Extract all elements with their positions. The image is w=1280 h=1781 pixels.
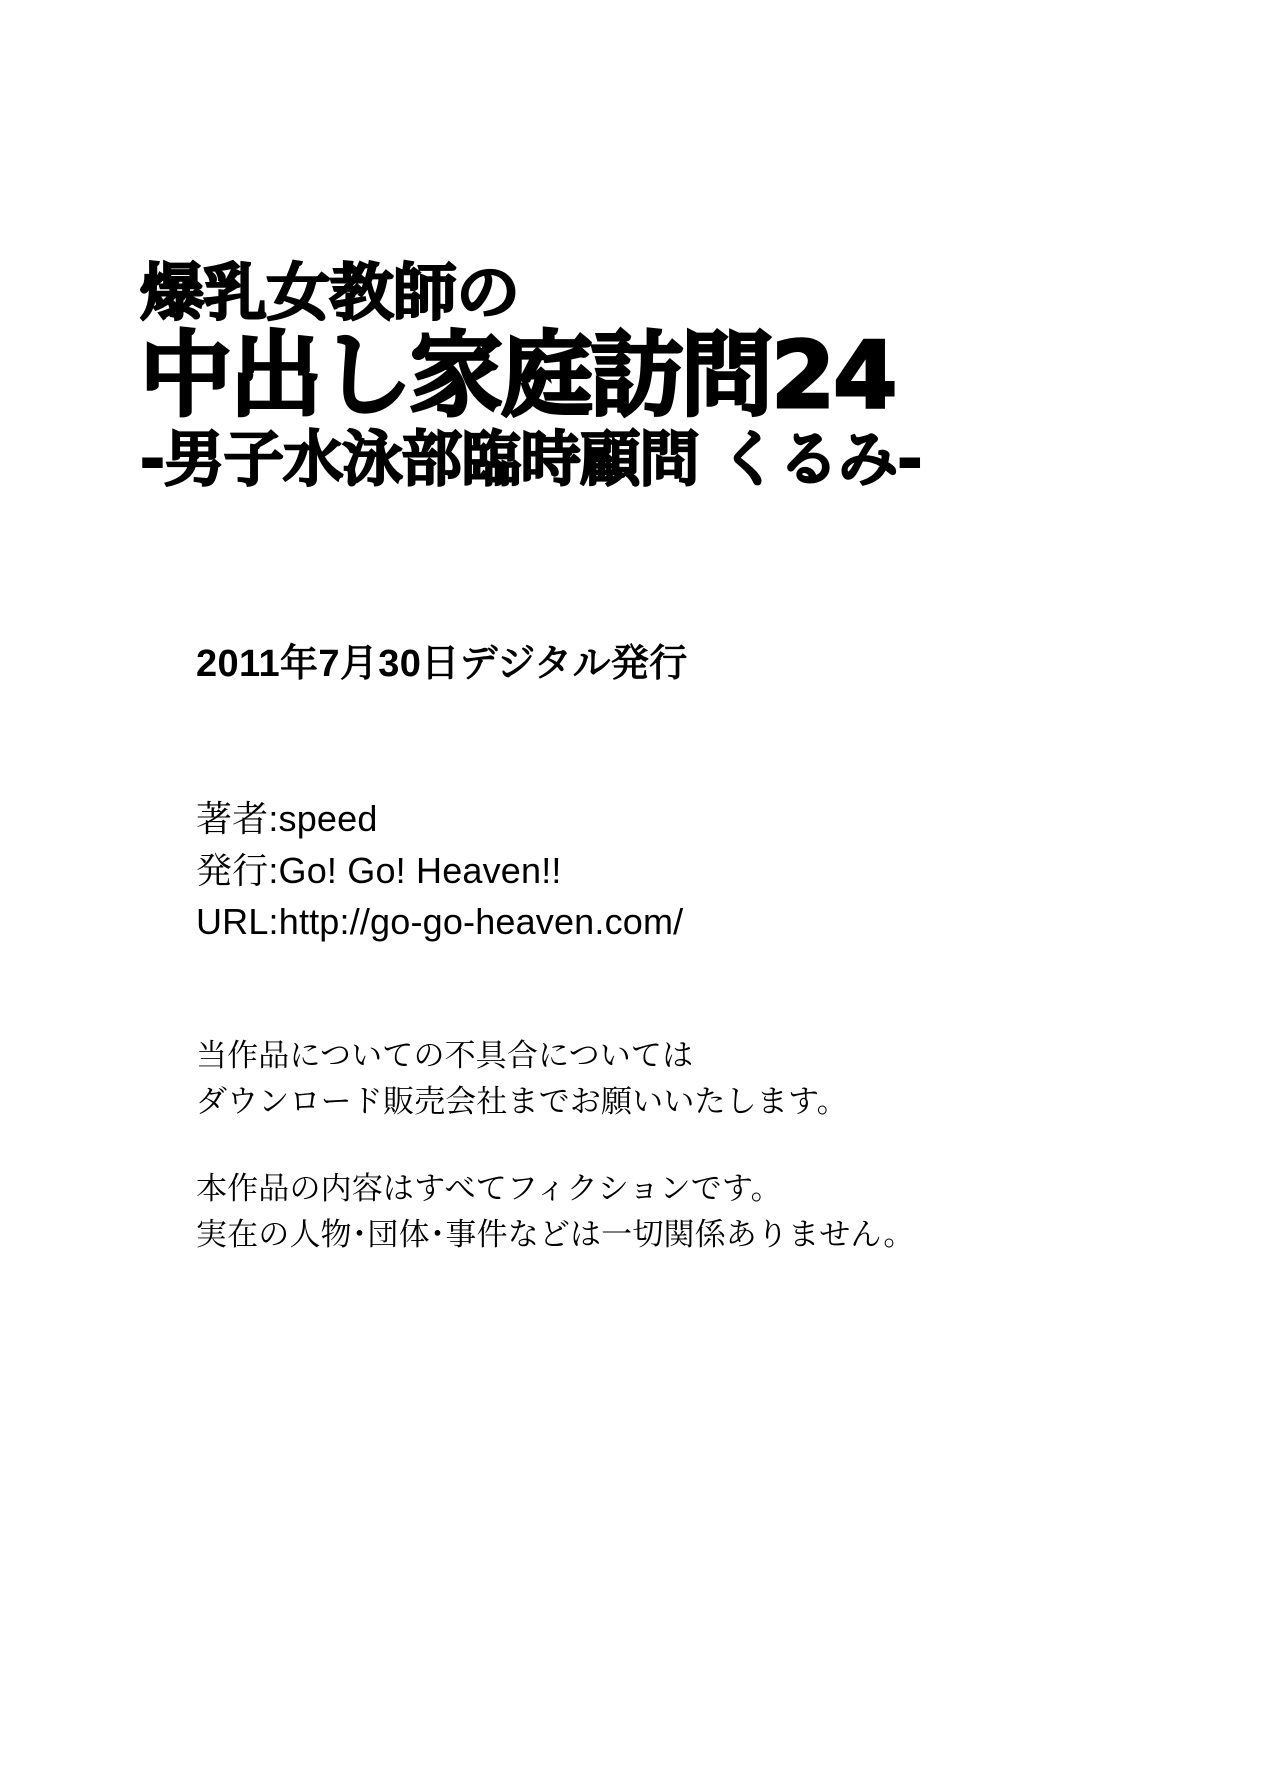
colophon-details [196,640,1156,1258]
support-notice-line-2: ダウンロード販売会社までお願いいたします。 [196,1083,848,1119]
support-notice-line-1: 当作品についての不具合については [196,1037,694,1073]
title-block [140,256,1140,495]
publication-date: 2011年7月30日デジタル発行 [196,643,688,685]
author-line: 著者:speed [196,798,378,840]
fiction-disclaimer [196,1166,1156,1258]
publisher-line: 発行:Go! Go! Heaven!! [196,849,562,891]
title-subtitle: -男子水泳部臨時顧問 くるみ- [140,425,922,495]
fiction-disclaimer-line-2: 実在の人物･団体･事件などは一切関係ありません。 [196,1217,915,1253]
url-line: URL:http://go-go-heaven.com/ [196,900,684,942]
title-line-1: 爆乳女教師の [140,256,520,329]
title-line-2: 中出し家庭訪問24 [140,322,896,429]
credits-block [196,793,1156,946]
fiction-disclaimer-line-1: 本作品の内容はすべてフィクションです。 [196,1171,782,1207]
support-notice [196,1033,1156,1125]
